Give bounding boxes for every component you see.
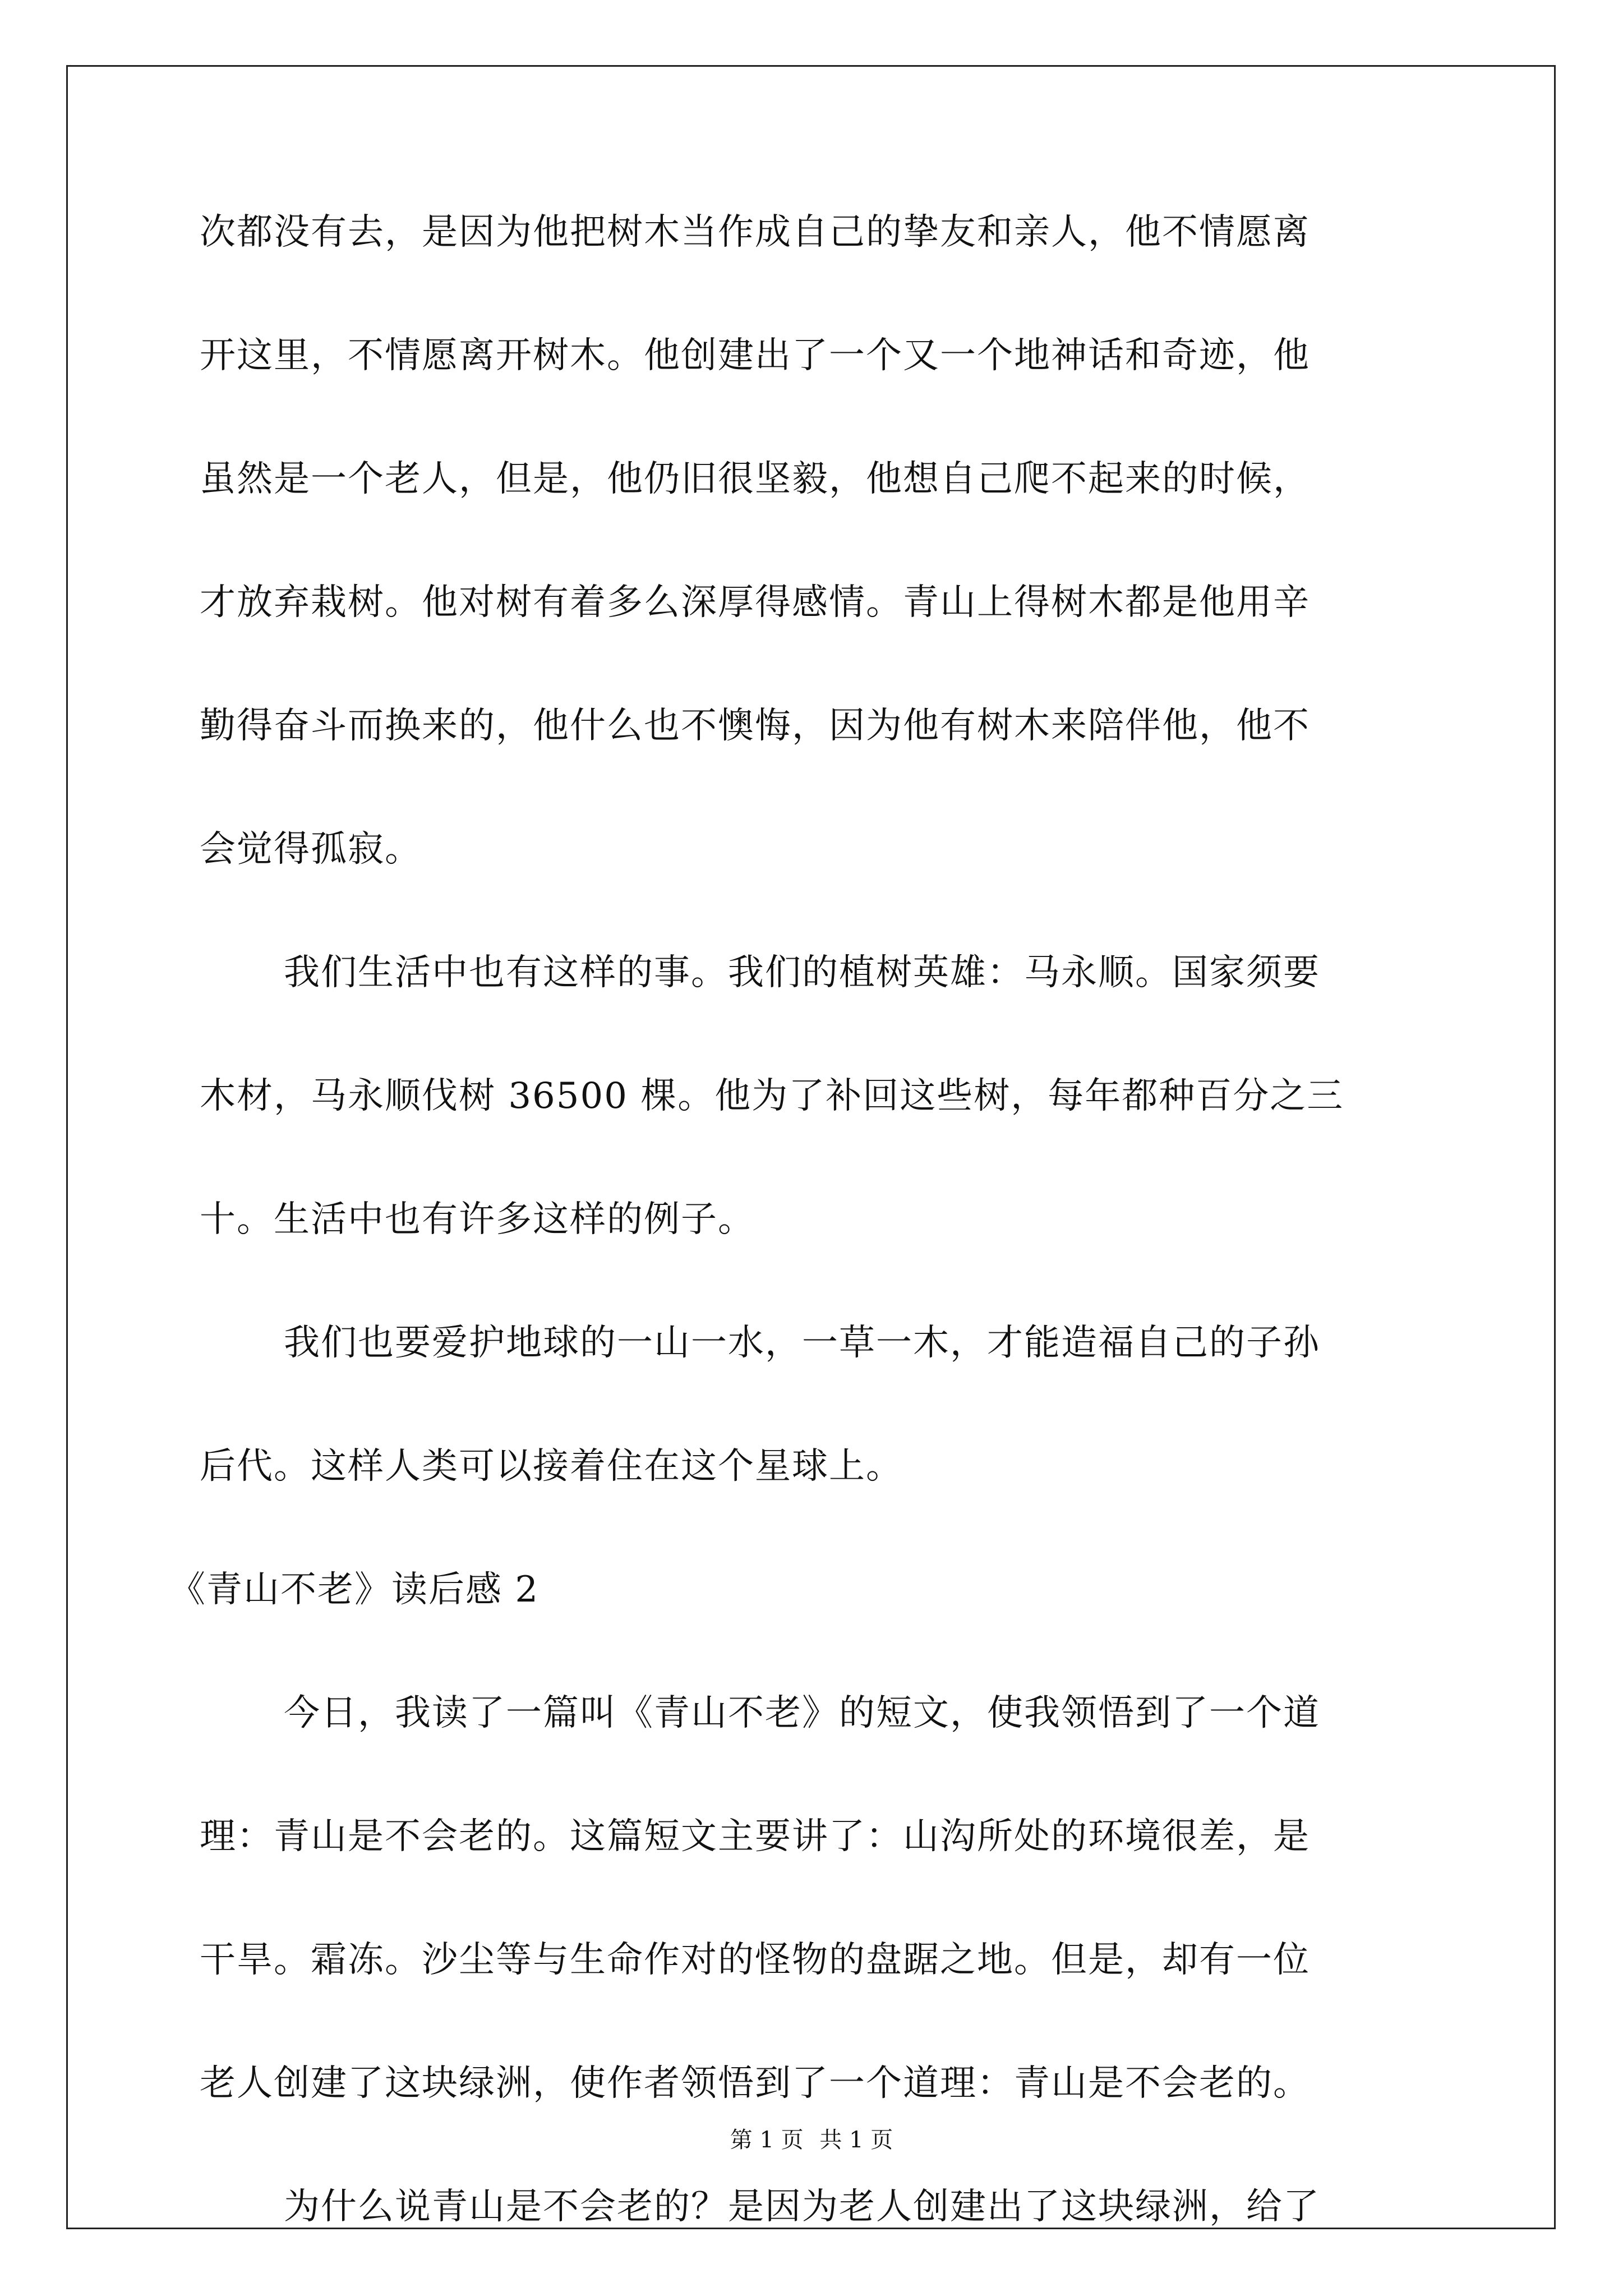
- page-footer: [0, 2126, 1623, 2154]
- paragraph-start-line: 为什么说青山是不会老的？是因为老人创建出了这块绿洲，给了: [284, 2186, 1320, 2228]
- text-line: 开这里，不情愿离开树木。他创建出了一个又一个地神话和奇迹，他: [200, 335, 1310, 376]
- text-line: 十。生活中也有许多这样的例子。: [200, 1199, 755, 1240]
- text-line: 干旱。霜冻。沙尘等与生命作对的怪物的盘踞之地。但是，却有一位: [200, 1939, 1310, 1981]
- paragraph-start-line: 今日，我读了一篇叫《青山不老》的短文，使我领悟到了一个道: [284, 1692, 1320, 1734]
- text-line: 后代。这样人类可以接着住在这个星球上。: [200, 1446, 903, 1487]
- text-line: 木材，马永顺伐树 36500 棵。他为了补回这些树，每年都种百分之三: [200, 1075, 1344, 1117]
- paragraph-start-line: 我们也要爱护地球的一山一水，一草一木，才能造福自己的子孙: [284, 1322, 1320, 1364]
- text-line: 老人创建了这块绿洲，使作者领悟到了一个道理：青山是不会老的。: [200, 2063, 1310, 2104]
- page-number: 第 1 页: [730, 2127, 804, 2153]
- page-border: [66, 65, 1556, 2229]
- text-line: 勤得奋斗而换来的，他什么也不懊悔，因为他有树木来陪伴他，他不: [200, 705, 1310, 747]
- section-heading: 《青山不老》读后感 2: [169, 1569, 540, 1611]
- paragraph-start-line: 我们生活中也有这样的事。我们的植树英雄：马永顺。国家须要: [284, 952, 1320, 993]
- text-line: 虽然是一个老人，但是，他仍旧很坚毅，他想自己爬不起来的时候，: [200, 458, 1310, 500]
- text-line: 才放弃栽树。他对树有着多么深厚得感情。青山上得树木都是他用辛: [200, 582, 1310, 623]
- page-total: 共 1 页: [819, 2127, 893, 2153]
- text-line: 理：青山是不会老的。这篇短文主要讲了：山沟所处的环境很差，是: [200, 1816, 1310, 1857]
- text-line: 会觉得孤寂。: [200, 829, 422, 870]
- text-line: 次都没有去，是因为他把树木当作成自己的挚友和亲人，他不情愿离: [200, 211, 1310, 253]
